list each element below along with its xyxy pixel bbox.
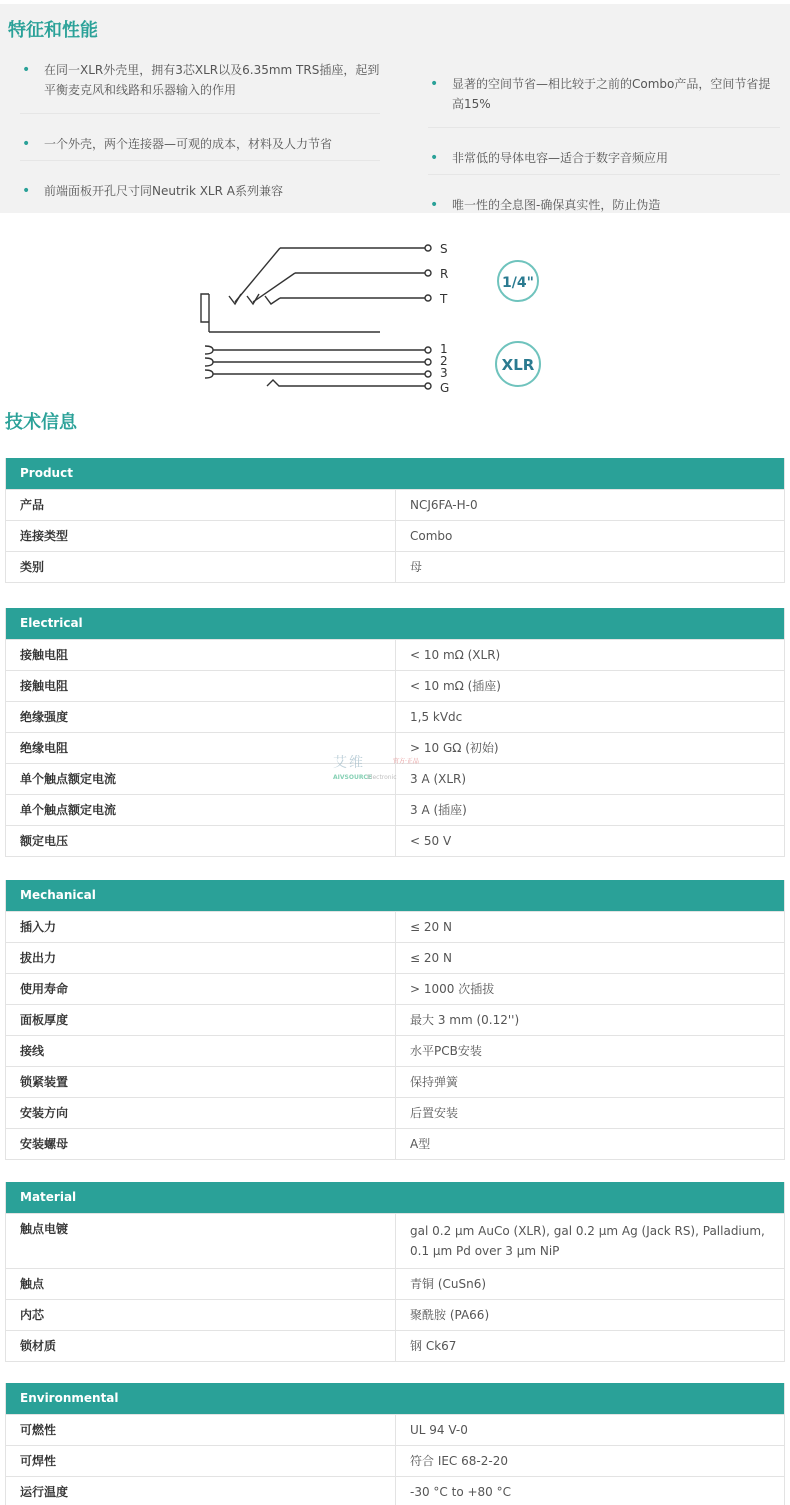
spec-table-mechanical [5, 880, 785, 1160]
table-row [6, 701, 784, 732]
spec-key: 可燃性 [6, 1415, 396, 1445]
features-panel [0, 4, 790, 213]
spec-value: 最大 3 mm (0.12'') [410, 1013, 520, 1027]
pin-label-s: S [440, 242, 448, 256]
watermark-logo: 艾维 官方·正品 AIVSOURCE Electronic [333, 755, 419, 781]
table-row [6, 1004, 784, 1035]
bullet-icon: • [430, 197, 439, 213]
spec-table-header: Mechanical [6, 880, 784, 911]
bullet-icon: • [22, 183, 31, 199]
wiring-diagram [195, 236, 555, 400]
spec-value: gal 0.2 µm AuCo (XLR), gal 0.2 µm Ag (Jack RS), Palladium, 0.1 µm Pd over 3 µm NiP [410, 1224, 765, 1258]
table-row [6, 1066, 784, 1097]
spec-key: 插入力 [6, 912, 396, 942]
spec-value: UL 94 V-0 [410, 1423, 468, 1437]
spec-key: 类别 [6, 552, 396, 582]
tech-info-title: 技术信息 [5, 412, 77, 433]
spec-value: 聚酰胺 (PA66) [410, 1308, 490, 1322]
spec-table-header: Environmental [6, 1383, 784, 1414]
spec-value: 母 [410, 560, 423, 574]
pin-label-t: T [440, 292, 448, 306]
feature-item: • 非常低的导体电容—适合于数字音频应用 [428, 128, 780, 175]
table-row [6, 1445, 784, 1476]
pin-label-3: 3 [440, 366, 448, 380]
table-row [6, 1213, 784, 1268]
spec-key: 面板厚度 [6, 1005, 396, 1035]
table-row [6, 825, 784, 856]
pin-label-1: 1 [440, 342, 448, 356]
spec-key: 单个触点额定电流 [6, 795, 396, 825]
spec-table-header: Electrical [6, 608, 784, 639]
spec-value: 1,5 kVdc [410, 710, 463, 724]
jack-badge-label: 1/4" [502, 275, 534, 291]
table-row [6, 973, 784, 1004]
spec-table-header: Material [6, 1182, 784, 1213]
spec-value: A型 [410, 1137, 431, 1151]
spec-value: > 10 GΩ (初始) [410, 741, 499, 755]
features-right-list [428, 70, 780, 222]
bullet-icon: • [430, 76, 439, 92]
spec-value: 保持弹簧 [410, 1075, 459, 1089]
table-row [6, 1035, 784, 1066]
xlr-badge-icon [496, 342, 540, 386]
table-row [6, 794, 784, 825]
spec-key: 触点电镀 [6, 1214, 396, 1268]
pin-label-2: 2 [440, 354, 448, 368]
spec-value: 水平PCB安装 [410, 1044, 482, 1058]
pin-label-g: G [440, 381, 450, 395]
pin-label-r: R [440, 267, 449, 281]
spec-value: 符合 IEC 68-2-20 [410, 1454, 508, 1468]
bullet-icon: • [22, 136, 31, 152]
spec-value: 3 A (XLR) [410, 772, 467, 786]
feature-item: • 唯一性的全息图-确保真实性，防止伪造 [430, 197, 661, 213]
spec-table-electrical [5, 608, 785, 857]
spec-value: 3 A (插座) [410, 803, 467, 817]
table-row [6, 1299, 784, 1330]
spec-key: 安装方向 [6, 1098, 396, 1128]
spec-key: 额定电压 [6, 826, 396, 856]
spec-value: -30 °C to +80 °C [410, 1485, 511, 1499]
bullet-icon: • [22, 62, 31, 78]
table-row [6, 670, 784, 701]
spec-key: 锁材质 [6, 1331, 396, 1361]
spec-key: 拔出力 [6, 943, 396, 973]
spec-key: 产品 [6, 490, 396, 520]
table-row [6, 1330, 784, 1361]
table-row [6, 1414, 784, 1445]
spec-key: 运行温度 [6, 1477, 396, 1505]
spec-value: 青铜 (CuSn6) [410, 1277, 487, 1291]
spec-key: 触点 [6, 1269, 396, 1299]
xlr-badge-label: XLR [501, 356, 535, 374]
spec-key: 安装螺母 [6, 1129, 396, 1159]
spec-table-environmental [5, 1383, 785, 1505]
feature-item: • 一个外壳，两个连接器—可观的成本，材料及人力节省 [20, 114, 380, 161]
spec-value: NCJ6FA-H-0 [410, 498, 478, 512]
spec-key: 接线 [6, 1036, 396, 1066]
spec-value: < 10 mΩ (XLR) [410, 648, 501, 662]
table-row [6, 551, 784, 582]
jack-badge-icon [498, 261, 538, 301]
table-row [6, 1097, 784, 1128]
spec-value: ≤ 20 N [410, 920, 452, 934]
features-title: 特征和性能 [8, 20, 98, 41]
table-row [6, 1476, 784, 1505]
spec-table-product [5, 458, 785, 583]
spec-key: 锁紧装置 [6, 1067, 396, 1097]
table-row [6, 1268, 784, 1299]
feature-item: • 显著的空间节省—相比较于之前的Combo产品，空间节省提高15% [428, 70, 780, 128]
table-row [6, 520, 784, 551]
bullet-icon: • [430, 150, 439, 166]
spec-key: 接触电阻 [6, 671, 396, 701]
spec-table-material [5, 1182, 785, 1362]
table-row [6, 639, 784, 670]
spec-key: 内芯 [6, 1300, 396, 1330]
spec-key: 绝缘电阻 [6, 733, 396, 763]
spec-table-header: Product [6, 458, 784, 489]
feature-item: • 前端面板开孔尺寸同Neutrik XLR A系列兼容 [22, 183, 283, 199]
spec-key: 可焊性 [6, 1446, 396, 1476]
spec-key: 单个触点额定电流 [6, 764, 396, 794]
table-row [6, 1128, 784, 1159]
spec-value: Combo [410, 529, 453, 543]
spec-value: > 1000 次插拔 [410, 982, 495, 996]
spec-key: 连接类型 [6, 521, 396, 551]
table-row [6, 489, 784, 520]
spec-key: 使用寿命 [6, 974, 396, 1004]
spec-key: 接触电阻 [6, 640, 396, 670]
table-row [6, 942, 784, 973]
features-left-list [20, 56, 380, 208]
table-row [6, 911, 784, 942]
feature-item: • 在同一XLR外壳里，拥有3芯XLR以及6.35mm TRS插座，起到平衡麦克风和线路和乐器输入的作用 [20, 56, 380, 114]
spec-value: 后置安装 [410, 1106, 459, 1120]
spec-value: < 50 V [410, 834, 452, 848]
spec-value: ≤ 20 N [410, 951, 452, 965]
spec-key: 绝缘强度 [6, 702, 396, 732]
spec-value: < 10 mΩ (插座) [410, 679, 501, 693]
spec-value: 钢 Ck67 [410, 1339, 457, 1353]
